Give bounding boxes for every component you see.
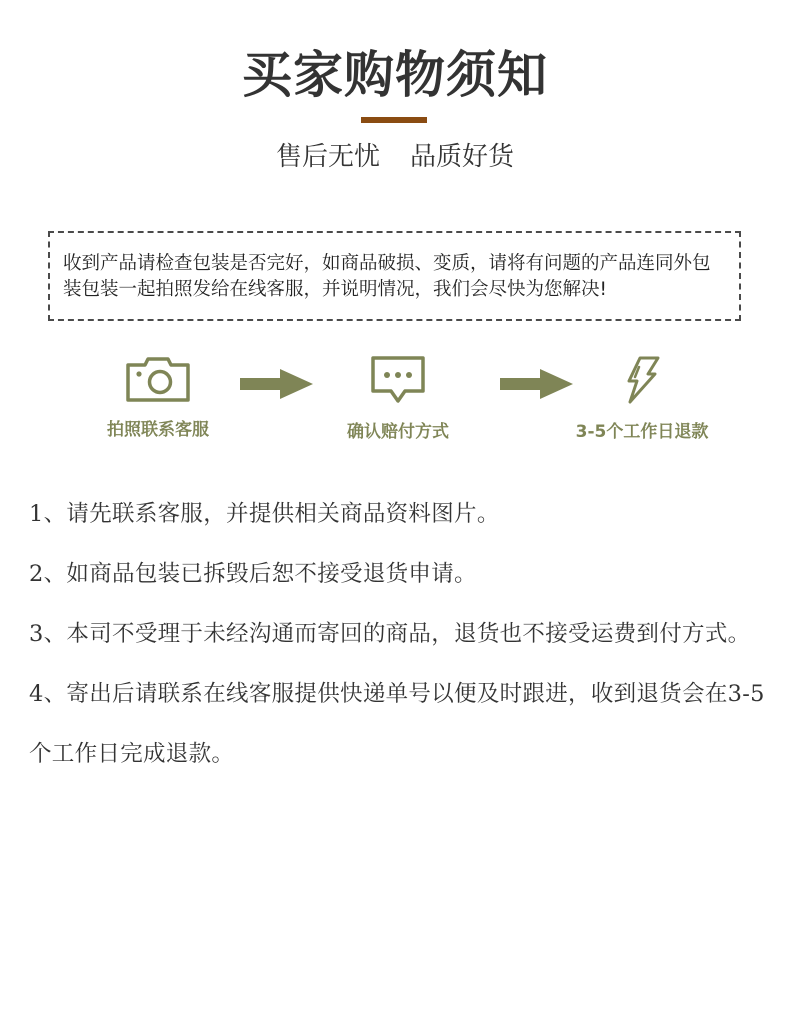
subtitle-left: 售后无忧: [275, 142, 380, 172]
arrow-right-icon: [240, 369, 314, 399]
page-subtitle: [0, 138, 790, 176]
rules-list: [29, 484, 769, 784]
step-confirm: [313, 355, 483, 443]
rule-item: 4、寄出后请联系在线客服提供快递单号以便及时跟进，收到退货会在3-5个工作日完成退款。: [29, 681, 765, 767]
process-steps: [0, 355, 790, 445]
notice-text: 收到产品请检查包装是否完好，如商品破损、变质，请将有问题的产品连同外包装包装一起拍照发给在线客服，并说明情况，我们会尽快为您解决!: [63, 253, 711, 300]
step-label: 3-5个工作日退款: [575, 422, 709, 442]
notice-box: [48, 231, 741, 321]
rule-item: 1、请先联系客服，并提供相关商品资料图片。: [29, 501, 500, 527]
lightning-icon: [622, 355, 662, 405]
subtitle-right: 品质好货: [410, 142, 515, 172]
step-contact: [73, 355, 243, 441]
rule-item: 3、本司不受理于未经沟通而寄回的商品，退货也不接受运费到付方式。: [29, 621, 751, 647]
step-refund: [557, 355, 727, 443]
title-underline: [361, 117, 427, 123]
page-title: 买家购物须知: [242, 45, 548, 104]
rule-item: 2、如商品包装已拆毁后恕不接受退货申请。: [29, 561, 477, 587]
step-label: 拍照联系客服: [107, 420, 209, 440]
chat-bubble-icon: [370, 355, 426, 405]
step-label: 确认赔付方式: [347, 422, 449, 442]
camera-icon: [125, 355, 191, 403]
